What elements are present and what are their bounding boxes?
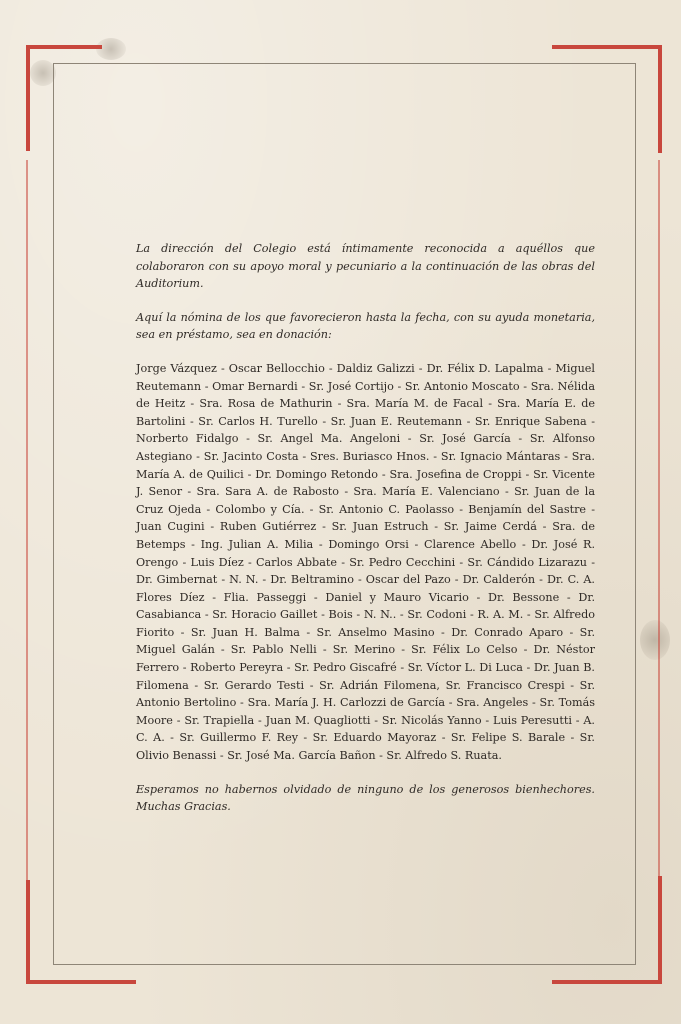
frame-corner-top-left-h xyxy=(26,45,102,49)
paper-stain xyxy=(96,38,126,60)
frame-corner-bottom-left-h xyxy=(26,980,136,984)
list-intro-paragraph: Aquí la nómina de los que favorecieron hasta la fecha, con su ayuda monetaria, sea en préstamo, sea en donación: xyxy=(136,310,595,342)
document-body xyxy=(136,240,595,816)
closing-paragraph: Esperamos no habernos olvidado de ninguno de los generosos bienhechores. Muchas Gracias. xyxy=(136,782,595,814)
donor-names-paragraph: Jorge Vázquez - Oscar Bellocchio - Daldiz Galizzi - Dr. Félix D. Lapalma - Miguel Reutemann - Omar Bernardi - Sr. José Cortijo - Sr. Antonio Moscato - Sra. Nélida de Heitz - Sra. Rosa de Mathurin - Sra. María M. de Facal - Sra. María E. de Bartolini - Sr. Carlos H. Turello - Sr. Juan E. Reutemann - Sr. Enrique Sabena - Norberto Fidalgo - Sr. Angel Ma. Angeloni - Sr. José García - Sr. Alfonso Astegiano - Sr. Jacinto Costa - Sres. Buriasco Hnos. - Sr. Ignacio Mántaras - Sra. María A. de Quilici - Dr. Domingo Retondo - Sra. Josefina de Croppi - Sr. Vicente J. Senor - Sra. Sara A. de Rabosto - Sra. María E. Valenciano - Sr. Juan de la Cruz Ojeda - Colombo y Cía. - Sr. Antonio C. Paolasso - Benjamín del Sastre - Juan Cugini - Ruben Gutiérrez - Sr. Juan Estruch - Sr. Jaime Cerdá - Sra. de Betemps - Ing. Julian A. Milia - Domingo Orsi - Clarence Abello - Dr. José R. Orengo - Luis Díez - Carlos Abbate - Sr. Pedro Cecchini - Sr. Cándido Lizarazu - Dr. Gimbernat - N. N. - Dr. Beltramino - Oscar del Pazo - Dr. Calderón - Dr. C. A. Flores Díez - Flia. Passeggi - Daniel y Mauro Vicario - Dr. Bessone - Dr. Casabianca - Sr. Horacio Gaillet - Bois - N. N.. - Sr. Codoni - R. A. M. - Sr. Alfredo Fiorito - Sr. Juan H. Balma - Sr. Anselmo Masino - Dr. Conrado Aparo - Sr. Miguel Galán - Sr. Pablo Nelli - Sr. Merino - Sr. Félix Lo Celso - Dr. Néstor Ferrero - Roberto Pereyra - Sr. Pedro Giscafré - Sr. Víctor L. Di Luca - Dr. Juan B. Filomena - Sr. Gerardo Testi - Sr. Adrián Filomena, Sr. Francisco Crespi - Sr. Antonio Bertolino - Sra. María J. H. Carlozzi de García - Sra. Angeles - Sr. Tomás Moore - Sr. Trapiella - Juan M. Quagliotti - Sr. Nicolás Yanno - Luis Peresutti - A. C. A. - Sr. Guillermo F. Rey - Sr. Eduardo Mayoraz - Sr. Felipe S. Barale - Sr. Olivio Benassi - Sr. José Ma. García Bañon - Sr. Alfredo S. Ruata. xyxy=(136,361,595,763)
frame-corner-top-left-v xyxy=(26,45,30,151)
frame-corner-bottom-left-v xyxy=(26,880,30,984)
frame-corner-top-right-h xyxy=(552,45,662,49)
frame-edge-left xyxy=(26,160,28,980)
paper-stain xyxy=(640,620,670,660)
frame-corner-top-right-v xyxy=(658,45,662,153)
intro-paragraph: La dirección del Colegio está íntimamente reconocida a aquéllos que colaboraron con su apoyo moral y pecuniario a la continuación de las obras del Auditorium. xyxy=(136,242,595,291)
frame-edge-right xyxy=(658,160,660,980)
frame-corner-bottom-right-h xyxy=(552,980,662,984)
frame-corner-bottom-right-v xyxy=(658,876,662,984)
